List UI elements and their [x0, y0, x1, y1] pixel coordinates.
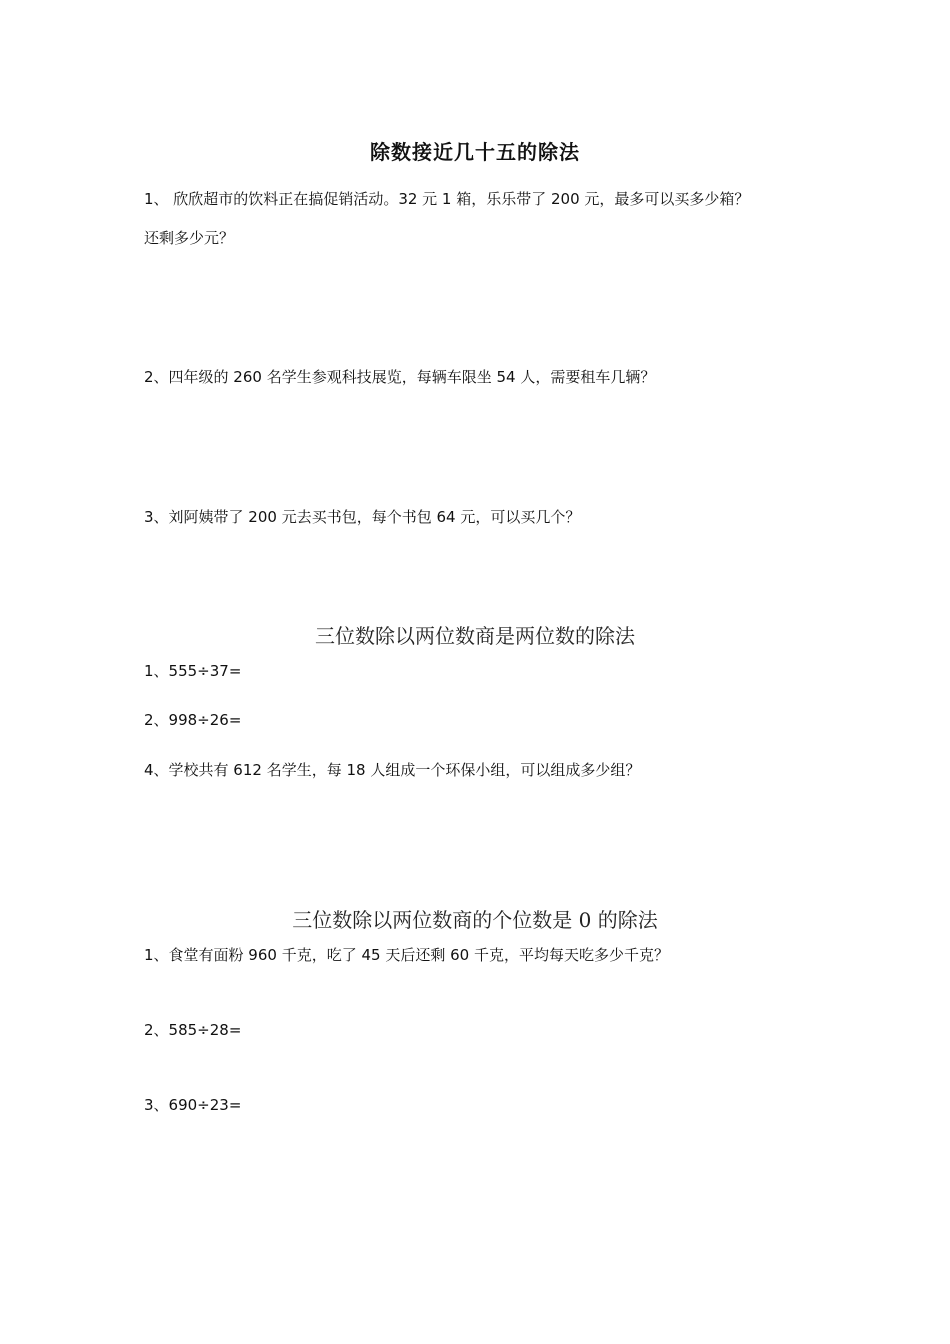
section3-question-1: 1、食堂有面粉 960 千克，吃了 45 天后还剩 60 千克，平均每天吃多少千克？	[144, 946, 669, 964]
section2-question-4: 4、学校共有 612 名学生，每 18 人组成一个环保小组，可以组成多少组？	[144, 761, 641, 779]
section3-question-3: 3、690÷23=	[144, 1096, 242, 1114]
section1-question-1-line1: 1、 欣欣超市的饮料正在搞促销活动。32 元 1 箱，乐乐带了 200 元，最多可以买多少箱？	[144, 190, 750, 208]
section3-title: 三位数除以两位数商的个位数是 0 的除法	[292, 908, 658, 932]
section1-question-2: 2、四年级的 260 名学生参观科技展览，每辆车限坐 54 人，需要租车几辆？	[144, 368, 656, 386]
section2-question-1: 1、555÷37=	[144, 662, 242, 680]
section2-question-2: 2、998÷26=	[144, 711, 242, 729]
section1-title: 除数接近几十五的除法	[370, 140, 580, 164]
section1-question-1-line2: 还剩多少元？	[144, 229, 235, 247]
section3-question-2: 2、585÷28=	[144, 1021, 242, 1039]
section1-question-3: 3、刘阿姨带了 200 元去买书包，每个书包 64 元，可以买几个？	[144, 508, 581, 526]
section2-title: 三位数除以两位数商是两位数的除法	[315, 624, 635, 648]
